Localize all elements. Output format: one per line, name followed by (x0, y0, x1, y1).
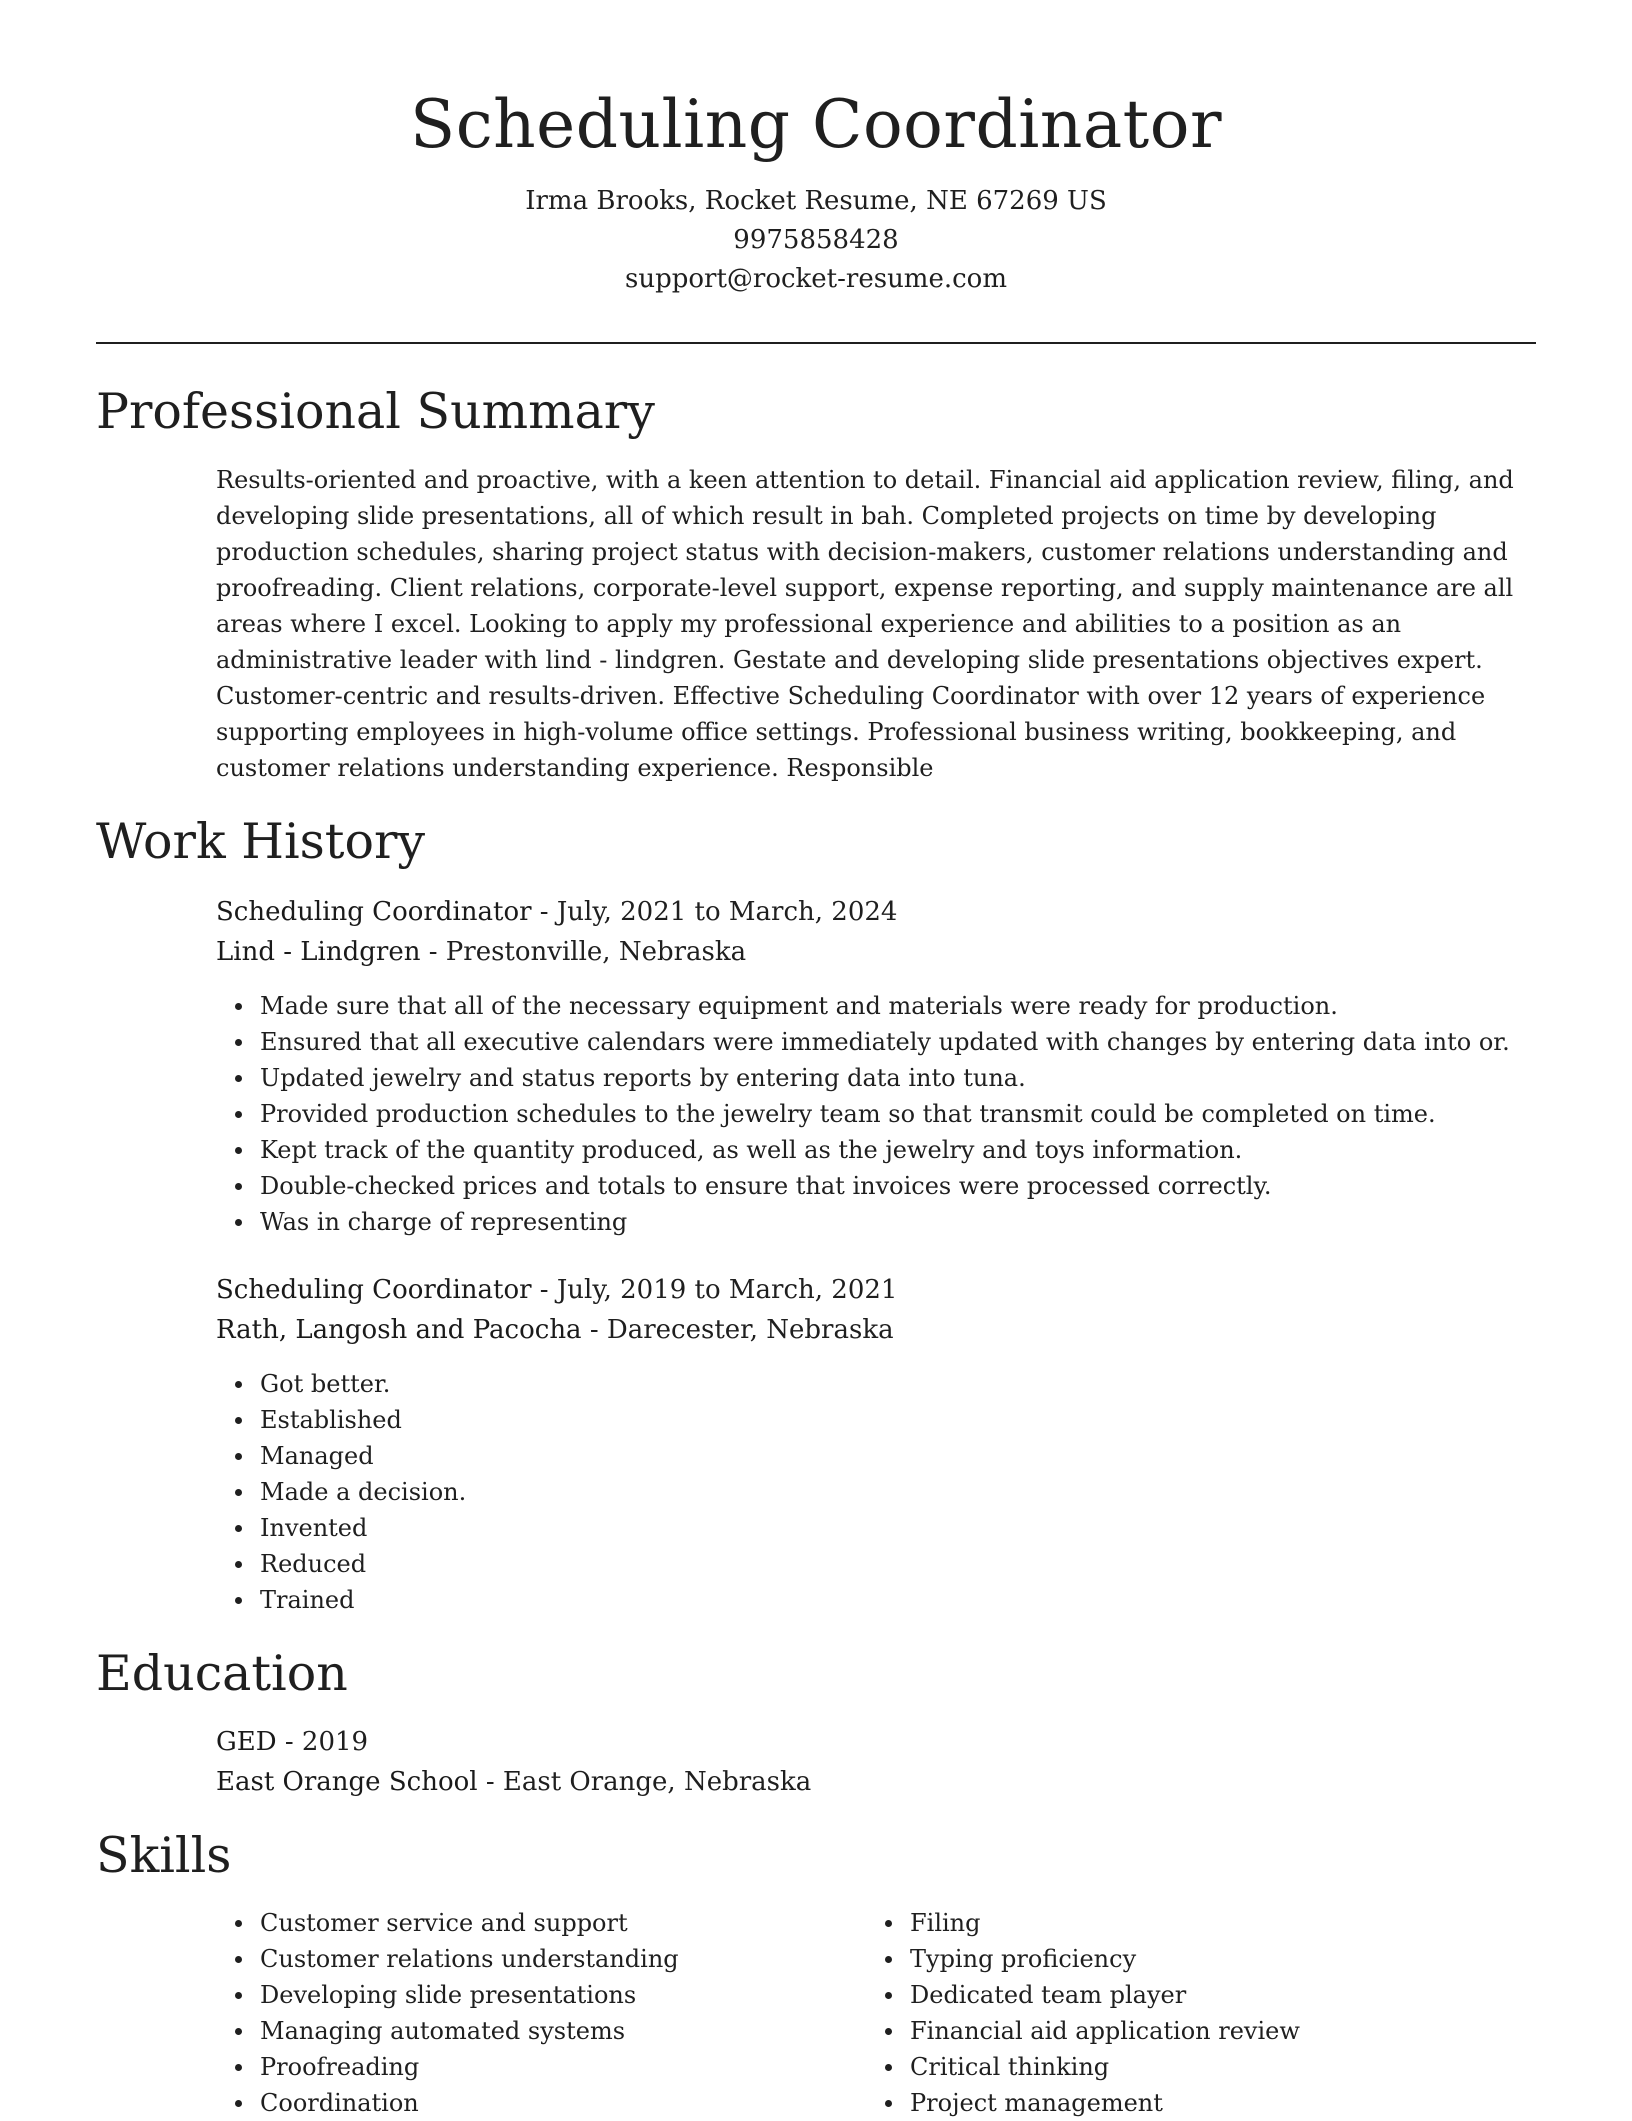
skills-column-left (216, 1905, 866, 2121)
list-item: Made a decision. (260, 1474, 1536, 1510)
skills-heading: Skills (96, 1827, 232, 1884)
skill-item: Proofreading (260, 2049, 866, 2085)
header-divider (96, 342, 1536, 344)
job-location: - Prestonville, Nebraska (420, 937, 747, 967)
list-item: Reduced (260, 1546, 1536, 1582)
list-item: Made sure that all of the necessary equipment and materials were ready for production. (260, 988, 1536, 1024)
skill-item: Typing proficiency (910, 1941, 1516, 1977)
skill-item: Managing automated systems (260, 2013, 866, 2049)
education-year: - 2019 (276, 1727, 369, 1757)
contact-phone: 9975858428 (733, 225, 899, 255)
skill-item: Project management (910, 2085, 1516, 2121)
job-dates: - July, 2019 to March, 2021 (531, 1275, 898, 1305)
skills-list-right (866, 1905, 1516, 2121)
job-location: - Darecester, Nebraska (581, 1315, 894, 1345)
summary-heading: Professional Summary (96, 383, 655, 440)
job-duties-list (216, 988, 1536, 1240)
list-item: Got better. (260, 1366, 1536, 1402)
job-duties-list (216, 1366, 1536, 1618)
skill-item: Critical thinking (910, 2049, 1516, 2085)
skills-list-left (216, 1905, 866, 2121)
job-company-line (216, 932, 1536, 972)
summary-section (216, 462, 1536, 786)
job-title: Scheduling Coordinator (216, 897, 532, 927)
list-item: Updated jewelry and status reports by entering data into tuna. (260, 1060, 1536, 1096)
list-item: Ensured that all executive calendars were immediately updated with changes by entering data into or. (260, 1024, 1536, 1060)
work-history-heading: Work History (96, 813, 426, 870)
skills-columns (216, 1905, 1536, 2121)
list-item: Established (260, 1402, 1536, 1438)
list-item: Invented (260, 1510, 1536, 1546)
skill-item: Financial aid application review (910, 2013, 1516, 2049)
education-degree-line (216, 1722, 1536, 1762)
skill-item: Customer relations understanding (260, 1941, 866, 1977)
list-item: Trained (260, 1582, 1536, 1618)
job-title: Scheduling Coordinator (216, 1275, 532, 1305)
contact-info (0, 182, 1632, 299)
job-dates: - July, 2021 to March, 2024 (531, 897, 898, 927)
skill-item: Developing slide presentations (260, 1977, 866, 2013)
job-company: Lind - Lindgren (216, 937, 421, 967)
resume-title: Scheduling Coordinator (410, 86, 1222, 163)
education-entry (216, 1722, 1536, 1802)
education-school-line (216, 1762, 1536, 1802)
list-item: Was in charge of representing (260, 1204, 1536, 1240)
contact-address: Irma Brooks, Rocket Resume, NE 67269 US (525, 186, 1107, 216)
job-company-line (216, 1310, 1536, 1350)
contact-email: support@rocket-resume.com (624, 264, 1007, 294)
job-entry (216, 1270, 1536, 1618)
list-item: Kept track of the quantity produced, as well as the jewelry and toys information. (260, 1132, 1536, 1168)
list-item: Double-checked prices and totals to ensure that invoices were processed correctly. (260, 1168, 1536, 1204)
summary-text: Results-oriented and proactive, with a keen attention to detail. Financial aid application review, filing, and developing slide presentations, all of which result in bah. Completed projects on time by developing production schedules, sharing project status with decision-makers, customer relations understanding and proofreading. Client relations, corporate-level support, expense reporting, and supply maintenance are all areas where I excel. Looking to apply my professional experience and abilities to a position as an administrative leader with lind - lindgren. Gestate and developing slide presentations objectives expert. Customer-centric and results-driven. Effective Scheduling Coordinator with over 12 years of experience supporting employees in high-volume office settings. Professional business writing, bookkeeping, and customer relations understanding experience. Responsible (216, 466, 1514, 782)
list-item: Provided production schedules to the jewelry team so that transmit could be completed on time. (260, 1096, 1536, 1132)
education-degree: GED (216, 1727, 277, 1757)
skill-item: Customer service and support (260, 1905, 866, 1941)
skill-item: Dedicated team player (910, 1977, 1516, 2013)
resume-header (0, 80, 1632, 299)
list-item: Managed (260, 1438, 1536, 1474)
education-school: East Orange School (216, 1767, 478, 1797)
skills-column-right (866, 1905, 1516, 2121)
skill-item: Coordination (260, 2085, 866, 2121)
job-entry (216, 892, 1536, 1240)
education-heading: Education (96, 1645, 348, 1702)
skills-section (216, 1905, 1536, 2121)
job-company: Rath, Langosh and Pacocha (216, 1315, 582, 1345)
job-title-line (216, 892, 1536, 932)
skill-item: Filing (910, 1905, 1516, 1941)
job-title-line (216, 1270, 1536, 1310)
education-location: - East Orange, Nebraska (477, 1767, 812, 1797)
